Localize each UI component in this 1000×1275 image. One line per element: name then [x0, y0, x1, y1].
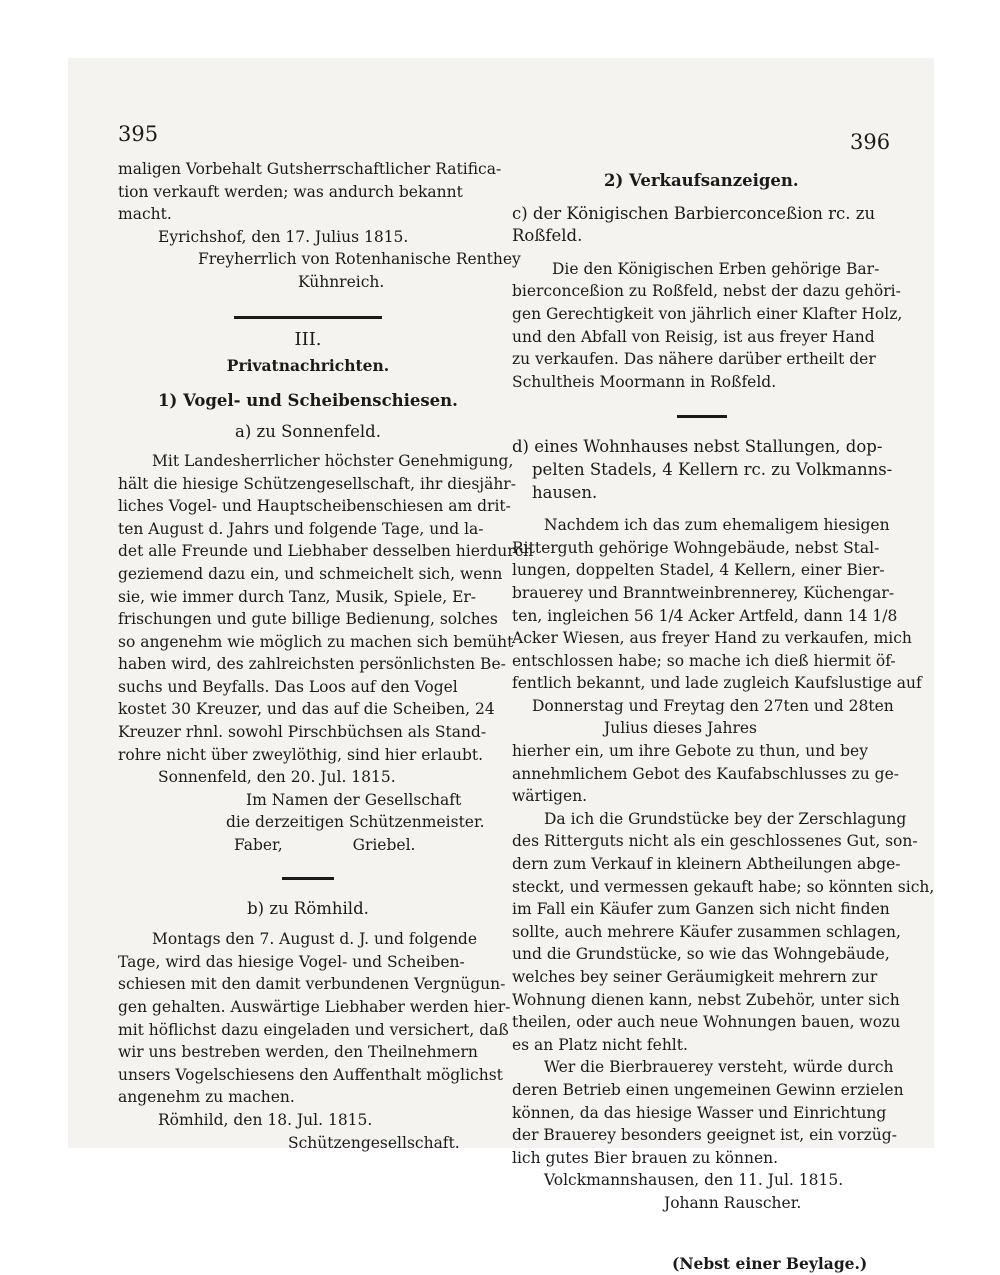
text-line: annehmlichem Gebot des Kaufabschlusses zu ge- [512, 764, 900, 783]
text-line: unsers Vogelschiesens den Auffenthalt möglichst [118, 1065, 503, 1084]
heading-line: d) eines Wohnhauses nebst Stallungen, dop- [512, 437, 883, 457]
text-line: maligen Vorbehalt Gutsherrschaftlicher Ratifica- [118, 160, 502, 178]
heading-line: Roßfeld. [512, 226, 583, 246]
subsection-a-heading: a) zu Sonnenfeld. [235, 422, 381, 442]
text-line: Die den Königischen Erben gehörige Bar- [552, 259, 880, 278]
divider-rule [282, 877, 334, 880]
text-line: angenehm zu machen. [118, 1088, 295, 1107]
signature-line: die derzeitigen Schützenmeister. [226, 813, 485, 832]
page-number-left: 395 [118, 122, 159, 146]
dateline: Volckmannshausen, den 11. Jul. 1815. [544, 1171, 844, 1190]
text-line: mit höflichst dazu eingeladen und versichert, daß [118, 1020, 509, 1039]
left-column [118, 158, 534, 1154]
text-line: gen Gerechtigkeit von jährlich einer Klafter Holz, [512, 304, 903, 323]
opening-paragraph [118, 158, 502, 226]
paragraph-barbierconcession [512, 258, 903, 394]
text-line: frischungen und gute billige Bedienung, solches [118, 610, 498, 629]
divider-rule [234, 316, 382, 319]
text-line: kostet 30 Kreuzer, und das auf die Scheiben, 24 [118, 700, 495, 719]
dateline: Römhild, den 18. Jul. 1815. [158, 1110, 373, 1129]
text-line: Donnerstag und Freytag den 27ten und 28ten [532, 696, 894, 715]
text-line: Julius dieses Jahres [604, 719, 758, 738]
dateline: Eyrichshof, den 17. Julius 1815. [158, 227, 409, 246]
footer-note: (Nebst einer Beylage.) [672, 1253, 868, 1273]
signature-line: Johann Rauscher. [664, 1193, 802, 1212]
text-line: liches Vogel- und Hauptscheibenschiesen am drit- [118, 497, 511, 516]
text-line: Ritterguth gehörige Wohngebäude, nebst Stal- [512, 538, 880, 557]
text-line: tion verkauft werden; was andurch bekannt [118, 182, 463, 201]
text-line: welches bey seiner Geräumigkeit mehrern zur [512, 968, 878, 986]
text-line: im Fall ein Käufer zum Ganzen sich nicht finden [512, 900, 890, 919]
text-line: des Ritterguts nicht als ein geschlossenes Gut, son- [512, 832, 918, 851]
text-line: sollte, auch mehrere Käufer zusammen schlagen, [512, 922, 901, 941]
text-line: sie, wie immer durch Tanz, Musik, Spiele, Er- [118, 587, 477, 606]
signature-line: Schützengesellschaft. [288, 1133, 460, 1152]
section-title: Privatnachrichten. [226, 356, 390, 376]
text-line: ten, ingleichen 56 1/4 Acker Artfeld, dann 14 1/8 [512, 606, 898, 625]
section-numeral: III. [294, 328, 322, 350]
text-line: und die Grundstücke, so wie das Wohngebäude, [512, 945, 890, 964]
text-line: suchs und Beyfalls. Das Loos auf den Vogel [118, 677, 458, 696]
text-line: und den Abfall von Reisig, ist aus freyer Hand [512, 327, 875, 346]
text-line: so angenehm wie möglich zu machen sich bemüht [118, 632, 514, 651]
text-line: bierconceßion zu Roßfeld, nebst der dazu gehöri- [512, 282, 901, 301]
text-line: lich gutes Bier brauen zu können. [512, 1148, 779, 1167]
text-line: Tage, wird das hiesige Vogel- und Scheiben- [118, 952, 465, 971]
subsection-c-heading [512, 203, 892, 248]
subsection-heading: 1) Vogel- und Scheibenschiesen. [158, 390, 458, 410]
paragraph-bierbrauerey [512, 1056, 904, 1169]
text-line: fentlich bekannt, und lade zugleich Kaufslustige auf [512, 674, 922, 693]
text-line: der Brauerey besonders geeignet ist, ein vorzüg- [512, 1126, 897, 1145]
text-line: geziemend dazu ein, und schmeichelt sich, wenn [118, 564, 503, 583]
section-heading: 2) Verkaufsanzeigen. [604, 171, 799, 190]
text-line: ten August d. Jahrs und folgende Tage, und la- [118, 519, 484, 538]
text-line: Acker Wiesen, aus freyer Hand zu verkaufen, mich [512, 629, 912, 648]
divider-rule [677, 415, 727, 418]
text-line: zu verkaufen. Das nähere darüber ertheilt der [512, 350, 876, 369]
text-line: hierher ein, um ihre Gebote zu thun, und bey [512, 742, 868, 761]
text-line: Schultheis Moormann in Roßfeld. [512, 372, 777, 391]
heading-line: pelten Stadels, 4 Kellern rc. zu Volkmanns- [532, 459, 893, 479]
text-line: Wer die Bierbrauerey versteht, würde durch [544, 1058, 894, 1077]
subsection-b-heading: b) zu Römhild. [247, 898, 369, 918]
text-line: gen gehalten. Auswärtige Liebhaber werden hier- [118, 998, 511, 1016]
text-line: Wohnung dienen kann, nebst Zubehör, unter sich [512, 990, 900, 1009]
paragraph-grundstuecke [512, 808, 935, 1057]
subsection-d-heading [512, 436, 892, 504]
text-line: wir uns bestreben werden, den Theilnehmern [118, 1043, 478, 1062]
text-line: macht. [118, 205, 172, 224]
signature-names [118, 834, 498, 857]
page-number-right: 396 [850, 130, 891, 154]
paragraph-wohnhaus [512, 514, 922, 808]
text-line: Da ich die Grundstücke bey der Zerschlagung [544, 809, 907, 828]
heading-line: hausen. [532, 482, 598, 502]
text-line: rohre nicht über zweylöthig, sind hier erlaubt. [118, 745, 484, 764]
signature-line: Im Namen der Gesellschaft [246, 790, 462, 809]
paragraph-roemhild [118, 928, 511, 1109]
heading-line: c) der Königischen Barbierconceßion rc. zu [512, 203, 876, 223]
text-line: brauerey und Branntweinbrennerey, Küchengar- [512, 583, 895, 602]
dateline: Sonnenfeld, den 20. Jul. 1815. [158, 768, 396, 787]
signature-name: Kühnreich. [298, 272, 385, 291]
text-line: es an Platz nicht fehlt. [512, 1035, 688, 1054]
signature-line: Freyherrlich von Rotenhanische Renthey [198, 250, 521, 269]
text-line: dern zum Verkauf in kleinern Abtheilungen abge- [512, 855, 901, 874]
right-column [512, 170, 935, 1275]
text-line: Mit Landesherrlicher höchster Genehmigung, [152, 451, 514, 470]
text-line: steckt, und vermessen gekauft habe; so könnten sich, [512, 877, 935, 896]
paragraph-sonnenfeld [118, 450, 534, 766]
text-line: haben wird, des zahlreichsten persönlichsten Be- [118, 655, 506, 674]
text-line: hält die hiesige Schützengesellschaft, ihr diesjähr- [118, 474, 516, 493]
text-line: schiesen mit den damit verbundenen Vergnügun- [118, 975, 506, 994]
text-line: Kreuzer rhnl. sowohl Pirschbüchsen als Stand- [118, 723, 487, 742]
text-line: wärtigen. [512, 787, 588, 806]
text-line: entschlossen habe; so mache ich dieß hiermit öf- [512, 651, 896, 670]
text-line: können, da das hiesige Wasser und Einrichtung [512, 1103, 887, 1122]
text-line: det alle Freunde und Liebhaber desselben hierdurch [118, 542, 534, 561]
text-line: Nachdem ich das zum ehemaligem hiesigen [544, 516, 890, 535]
text-line: theilen, oder auch neue Wohnungen bauen, wozu [512, 1013, 901, 1032]
signature-name: Griebel. [352, 836, 416, 855]
text-line: Montags den 7. August d. J. und folgende [152, 930, 478, 949]
signature-name: Faber, [234, 836, 283, 855]
text-line: lungen, doppelten Stadel, 4 Kellern, einer Bier- [512, 561, 885, 580]
text-line: deren Betrieb einen ungemeinen Gewinn erzielen [512, 1080, 904, 1099]
